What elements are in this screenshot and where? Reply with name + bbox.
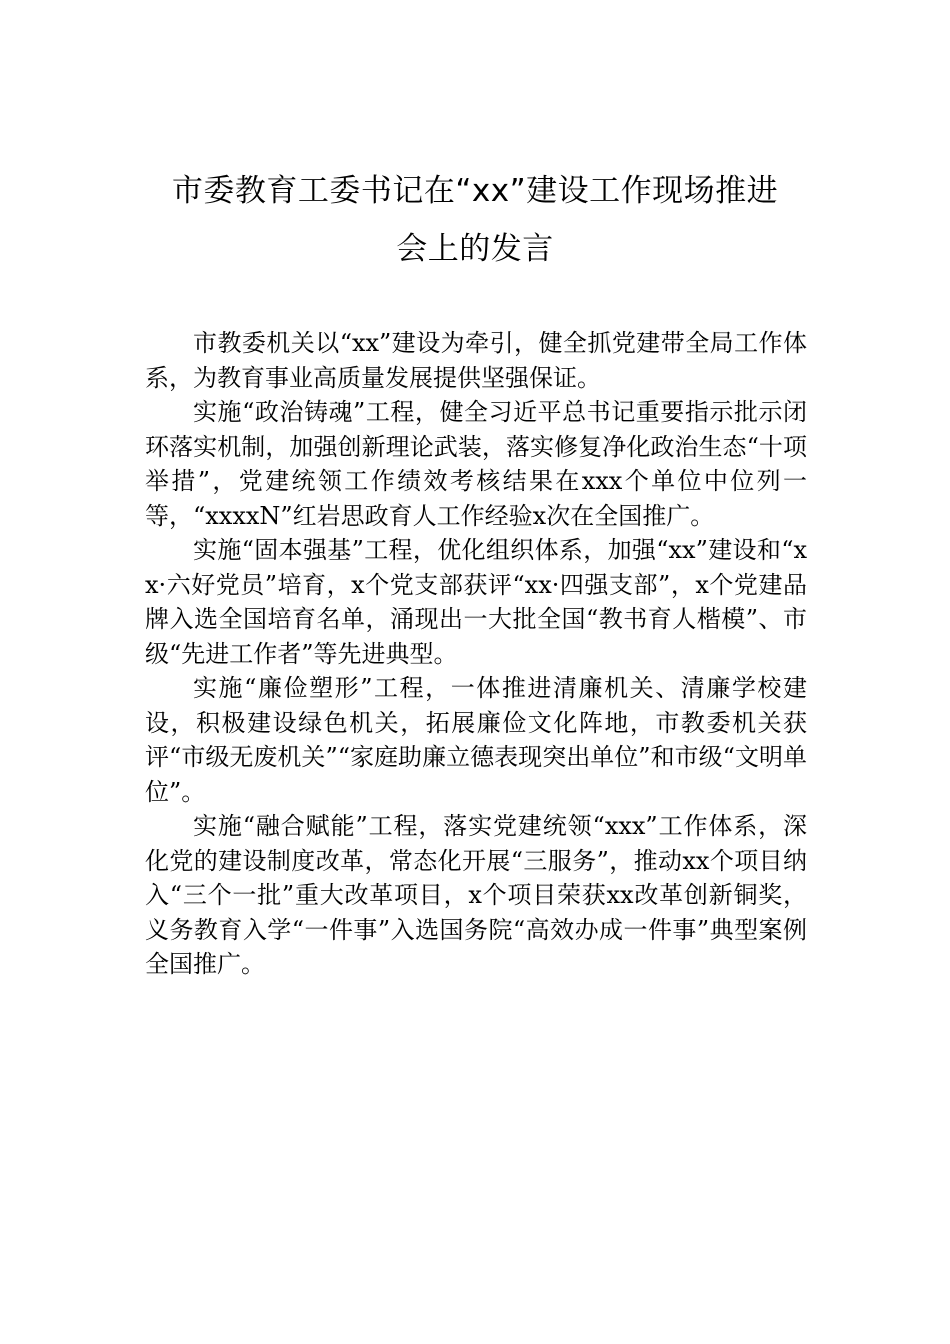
title-line-1: 市委教育工委书记在“xx”建设工作现场推进 [171, 173, 779, 209]
document-body [145, 326, 807, 982]
paragraph-integrity: 实施“廉俭塑形”工程，一体推进清廉机关、清廉学校建设，积极建设绿色机关，拓展廉俭文化阵地，市教委机关获评“市级无废机关”“家庭助廉立德表现突出单位”和市级“文明单位”。 [145, 674, 807, 806]
paragraph-integration: 实施“融合赋能”工程，落实党建统领“xxx”工作体系，深化党的建设制度改革，常态化开展“三服务”，推动xx个项目纳入“三个一批”重大改革项目，x个项目荣获xx改革创新铜奖，义务教育入学“一件事”入选国务院“高效办成一件事”典型案例全国推广。 [145, 812, 807, 978]
paragraph-political-soul: 实施“政治铸魂”工程，健全习近平总书记重要指示批示闭环落实机制，加强创新理论武装，落实修复净化政治生态“十项举措”，党建统领工作绩效考核结果在xxx个单位中位列一等，“xxxxN”红岩思政育人工作经验x次在全国推广。 [145, 398, 807, 530]
title-line-2: 会上的发言 [396, 231, 554, 267]
paragraph-foundation: 实施“固本强基”工程，优化组织体系，加强“xx”建设和“xx·六好党员”培育，x个党支部获评“xx·四强支部”，x个党建品牌入选全国培育名单，涌现出一大批全国“教书育人楷模”、市级“先进工作者”等先进典型。 [145, 536, 807, 668]
document-title [130, 162, 820, 278]
paragraph-intro: 市教委机关以“xx”建设为牵引，健全抓党建带全局工作体系，为教育事业高质量发展提供坚强保证。 [145, 329, 807, 392]
